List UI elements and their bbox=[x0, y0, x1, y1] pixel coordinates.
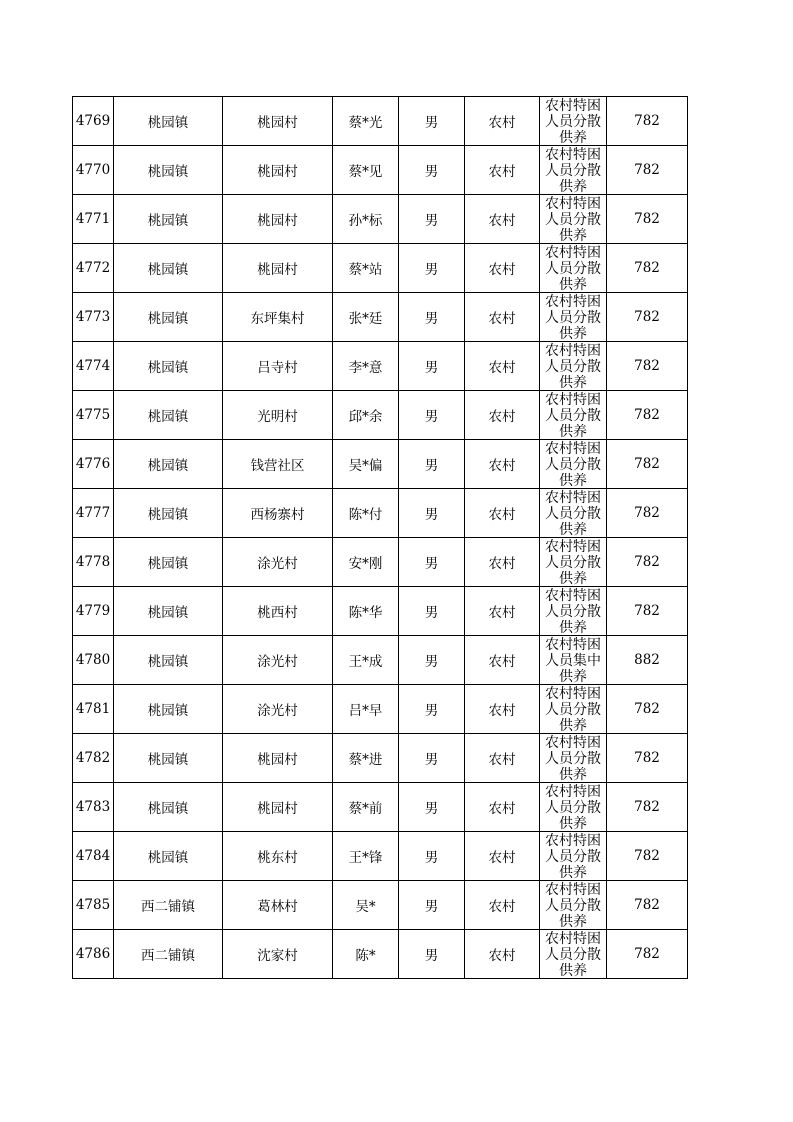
table-row bbox=[73, 195, 688, 244]
cell-town: 桃园镇 bbox=[114, 195, 223, 244]
cell-town: 桃园镇 bbox=[114, 685, 223, 734]
cell-gender: 男 bbox=[399, 97, 465, 146]
cell-name: 王*成 bbox=[333, 636, 399, 685]
cell-category bbox=[540, 636, 607, 685]
category-text: 农村特困人员分散供养 bbox=[545, 735, 601, 782]
cell-area: 农村 bbox=[465, 293, 540, 342]
cell-area: 农村 bbox=[465, 195, 540, 244]
cell-amount: 782 bbox=[607, 685, 688, 734]
cell-town: 桃园镇 bbox=[114, 734, 223, 783]
cell-id: 4772 bbox=[73, 244, 114, 293]
cell-area: 农村 bbox=[465, 832, 540, 881]
cell-id: 4779 bbox=[73, 587, 114, 636]
cell-town: 桃园镇 bbox=[114, 783, 223, 832]
cell-gender: 男 bbox=[399, 587, 465, 636]
cell-id: 4774 bbox=[73, 342, 114, 391]
cell-amount: 782 bbox=[607, 783, 688, 832]
cell-area: 农村 bbox=[465, 538, 540, 587]
category-text: 农村特困人员分散供养 bbox=[545, 833, 601, 880]
cell-town: 桃园镇 bbox=[114, 146, 223, 195]
cell-name: 吕*早 bbox=[333, 685, 399, 734]
cell-gender: 男 bbox=[399, 881, 465, 930]
cell-area: 农村 bbox=[465, 636, 540, 685]
cell-village: 桃园村 bbox=[223, 734, 333, 783]
cell-category bbox=[540, 881, 607, 930]
cell-amount: 782 bbox=[607, 440, 688, 489]
cell-category bbox=[540, 587, 607, 636]
table-row bbox=[73, 244, 688, 293]
cell-town: 桃园镇 bbox=[114, 342, 223, 391]
cell-amount: 782 bbox=[607, 342, 688, 391]
cell-name: 安*刚 bbox=[333, 538, 399, 587]
category-text: 农村特困人员分散供养 bbox=[545, 196, 601, 243]
cell-name: 邱*余 bbox=[333, 391, 399, 440]
cell-category bbox=[540, 832, 607, 881]
category-text: 农村特困人员分散供养 bbox=[545, 588, 601, 635]
cell-gender: 男 bbox=[399, 538, 465, 587]
cell-amount: 782 bbox=[607, 97, 688, 146]
cell-area: 农村 bbox=[465, 97, 540, 146]
cell-area: 农村 bbox=[465, 244, 540, 293]
table-row bbox=[73, 881, 688, 930]
table-row bbox=[73, 97, 688, 146]
cell-gender: 男 bbox=[399, 342, 465, 391]
cell-village: 涂光村 bbox=[223, 636, 333, 685]
cell-name: 张*廷 bbox=[333, 293, 399, 342]
cell-category bbox=[540, 685, 607, 734]
cell-village: 桃东村 bbox=[223, 832, 333, 881]
cell-town: 桃园镇 bbox=[114, 587, 223, 636]
cell-village: 桃园村 bbox=[223, 244, 333, 293]
cell-name: 陈*付 bbox=[333, 489, 399, 538]
cell-category bbox=[540, 195, 607, 244]
table-row bbox=[73, 685, 688, 734]
cell-amount: 782 bbox=[607, 195, 688, 244]
cell-id: 4777 bbox=[73, 489, 114, 538]
cell-amount: 782 bbox=[607, 881, 688, 930]
cell-town: 西二铺镇 bbox=[114, 881, 223, 930]
cell-village: 桃西村 bbox=[223, 587, 333, 636]
cell-town: 桃园镇 bbox=[114, 391, 223, 440]
cell-name: 蔡*站 bbox=[333, 244, 399, 293]
cell-amount: 782 bbox=[607, 734, 688, 783]
table-row bbox=[73, 832, 688, 881]
cell-category bbox=[540, 440, 607, 489]
cell-area: 农村 bbox=[465, 587, 540, 636]
cell-amount: 782 bbox=[607, 391, 688, 440]
cell-id: 4783 bbox=[73, 783, 114, 832]
cell-village: 沈家村 bbox=[223, 930, 333, 979]
cell-village: 桃园村 bbox=[223, 195, 333, 244]
category-text: 农村特困人员分散供养 bbox=[545, 343, 601, 390]
cell-id: 4782 bbox=[73, 734, 114, 783]
cell-area: 农村 bbox=[465, 783, 540, 832]
cell-area: 农村 bbox=[465, 489, 540, 538]
table-row bbox=[73, 930, 688, 979]
cell-gender: 男 bbox=[399, 440, 465, 489]
table-row bbox=[73, 342, 688, 391]
cell-name: 李*意 bbox=[333, 342, 399, 391]
cell-town: 桃园镇 bbox=[114, 489, 223, 538]
cell-id: 4778 bbox=[73, 538, 114, 587]
table-row bbox=[73, 734, 688, 783]
cell-village: 钱营社区 bbox=[223, 440, 333, 489]
cell-village: 葛林村 bbox=[223, 881, 333, 930]
cell-id: 4773 bbox=[73, 293, 114, 342]
cell-town: 西二铺镇 bbox=[114, 930, 223, 979]
cell-area: 农村 bbox=[465, 146, 540, 195]
cell-gender: 男 bbox=[399, 832, 465, 881]
cell-town: 桃园镇 bbox=[114, 538, 223, 587]
cell-id: 4786 bbox=[73, 930, 114, 979]
beneficiary-table bbox=[72, 96, 688, 979]
table-row bbox=[73, 636, 688, 685]
cell-amount: 782 bbox=[607, 146, 688, 195]
cell-village: 桃园村 bbox=[223, 97, 333, 146]
cell-gender: 男 bbox=[399, 489, 465, 538]
table-row bbox=[73, 391, 688, 440]
cell-town: 桃园镇 bbox=[114, 636, 223, 685]
cell-village: 桃园村 bbox=[223, 146, 333, 195]
cell-name: 陈* bbox=[333, 930, 399, 979]
cell-gender: 男 bbox=[399, 195, 465, 244]
cell-area: 农村 bbox=[465, 881, 540, 930]
cell-town: 桃园镇 bbox=[114, 440, 223, 489]
category-text: 农村特困人员分散供养 bbox=[545, 392, 601, 439]
table-row bbox=[73, 293, 688, 342]
cell-category bbox=[540, 146, 607, 195]
cell-category bbox=[540, 342, 607, 391]
cell-category bbox=[540, 293, 607, 342]
category-text: 农村特困人员分散供养 bbox=[545, 147, 601, 194]
cell-village: 涂光村 bbox=[223, 538, 333, 587]
cell-amount: 782 bbox=[607, 832, 688, 881]
cell-category bbox=[540, 244, 607, 293]
category-text: 农村特困人员分散供养 bbox=[545, 784, 601, 831]
cell-village: 桃园村 bbox=[223, 783, 333, 832]
cell-id: 4770 bbox=[73, 146, 114, 195]
cell-gender: 男 bbox=[399, 244, 465, 293]
category-text: 农村特困人员分散供养 bbox=[545, 294, 601, 341]
cell-amount: 782 bbox=[607, 489, 688, 538]
category-text: 农村特困人员集中供养 bbox=[545, 637, 601, 684]
cell-amount: 782 bbox=[607, 587, 688, 636]
cell-village: 涂光村 bbox=[223, 685, 333, 734]
category-text: 农村特困人员分散供养 bbox=[545, 686, 601, 733]
cell-amount: 782 bbox=[607, 293, 688, 342]
cell-name: 吴*偏 bbox=[333, 440, 399, 489]
cell-id: 4771 bbox=[73, 195, 114, 244]
table-row bbox=[73, 440, 688, 489]
category-text: 农村特困人员分散供养 bbox=[545, 245, 601, 292]
cell-amount: 782 bbox=[607, 244, 688, 293]
cell-category bbox=[540, 489, 607, 538]
cell-amount: 782 bbox=[607, 930, 688, 979]
cell-amount: 882 bbox=[607, 636, 688, 685]
cell-id: 4769 bbox=[73, 97, 114, 146]
cell-gender: 男 bbox=[399, 293, 465, 342]
cell-id: 4785 bbox=[73, 881, 114, 930]
cell-area: 农村 bbox=[465, 930, 540, 979]
cell-village: 东坪集村 bbox=[223, 293, 333, 342]
table-row bbox=[73, 146, 688, 195]
category-text: 农村特困人员分散供养 bbox=[545, 539, 601, 586]
cell-category bbox=[540, 783, 607, 832]
cell-area: 农村 bbox=[465, 734, 540, 783]
cell-gender: 男 bbox=[399, 636, 465, 685]
cell-village: 西杨寨村 bbox=[223, 489, 333, 538]
cell-id: 4780 bbox=[73, 636, 114, 685]
category-text: 农村特困人员分散供养 bbox=[545, 490, 601, 537]
category-text: 农村特困人员分散供养 bbox=[545, 882, 601, 929]
cell-area: 农村 bbox=[465, 391, 540, 440]
cell-town: 桃园镇 bbox=[114, 832, 223, 881]
cell-gender: 男 bbox=[399, 783, 465, 832]
cell-id: 4781 bbox=[73, 685, 114, 734]
category-text: 农村特困人员分散供养 bbox=[545, 931, 601, 978]
table-row bbox=[73, 489, 688, 538]
cell-category bbox=[540, 930, 607, 979]
cell-gender: 男 bbox=[399, 930, 465, 979]
cell-gender: 男 bbox=[399, 146, 465, 195]
cell-name: 蔡*光 bbox=[333, 97, 399, 146]
cell-name: 吴* bbox=[333, 881, 399, 930]
cell-area: 农村 bbox=[465, 342, 540, 391]
cell-category bbox=[540, 734, 607, 783]
cell-area: 农村 bbox=[465, 440, 540, 489]
table-row bbox=[73, 783, 688, 832]
cell-town: 桃园镇 bbox=[114, 244, 223, 293]
cell-village: 光明村 bbox=[223, 391, 333, 440]
cell-id: 4775 bbox=[73, 391, 114, 440]
cell-town: 桃园镇 bbox=[114, 293, 223, 342]
cell-category bbox=[540, 391, 607, 440]
cell-category bbox=[540, 97, 607, 146]
category-text: 农村特困人员分散供养 bbox=[545, 98, 601, 145]
cell-gender: 男 bbox=[399, 685, 465, 734]
cell-id: 4784 bbox=[73, 832, 114, 881]
cell-gender: 男 bbox=[399, 734, 465, 783]
cell-area: 农村 bbox=[465, 685, 540, 734]
category-text: 农村特困人员分散供养 bbox=[545, 441, 601, 488]
cell-category bbox=[540, 538, 607, 587]
cell-name: 王*锋 bbox=[333, 832, 399, 881]
table-row bbox=[73, 587, 688, 636]
cell-amount: 782 bbox=[607, 538, 688, 587]
table-body bbox=[73, 97, 688, 979]
cell-name: 蔡*前 bbox=[333, 783, 399, 832]
cell-village: 吕寺村 bbox=[223, 342, 333, 391]
cell-name: 陈*华 bbox=[333, 587, 399, 636]
table-row bbox=[73, 538, 688, 587]
cell-name: 孙*标 bbox=[333, 195, 399, 244]
cell-name: 蔡*进 bbox=[333, 734, 399, 783]
cell-gender: 男 bbox=[399, 391, 465, 440]
cell-name: 蔡*见 bbox=[333, 146, 399, 195]
cell-town: 桃园镇 bbox=[114, 97, 223, 146]
cell-id: 4776 bbox=[73, 440, 114, 489]
